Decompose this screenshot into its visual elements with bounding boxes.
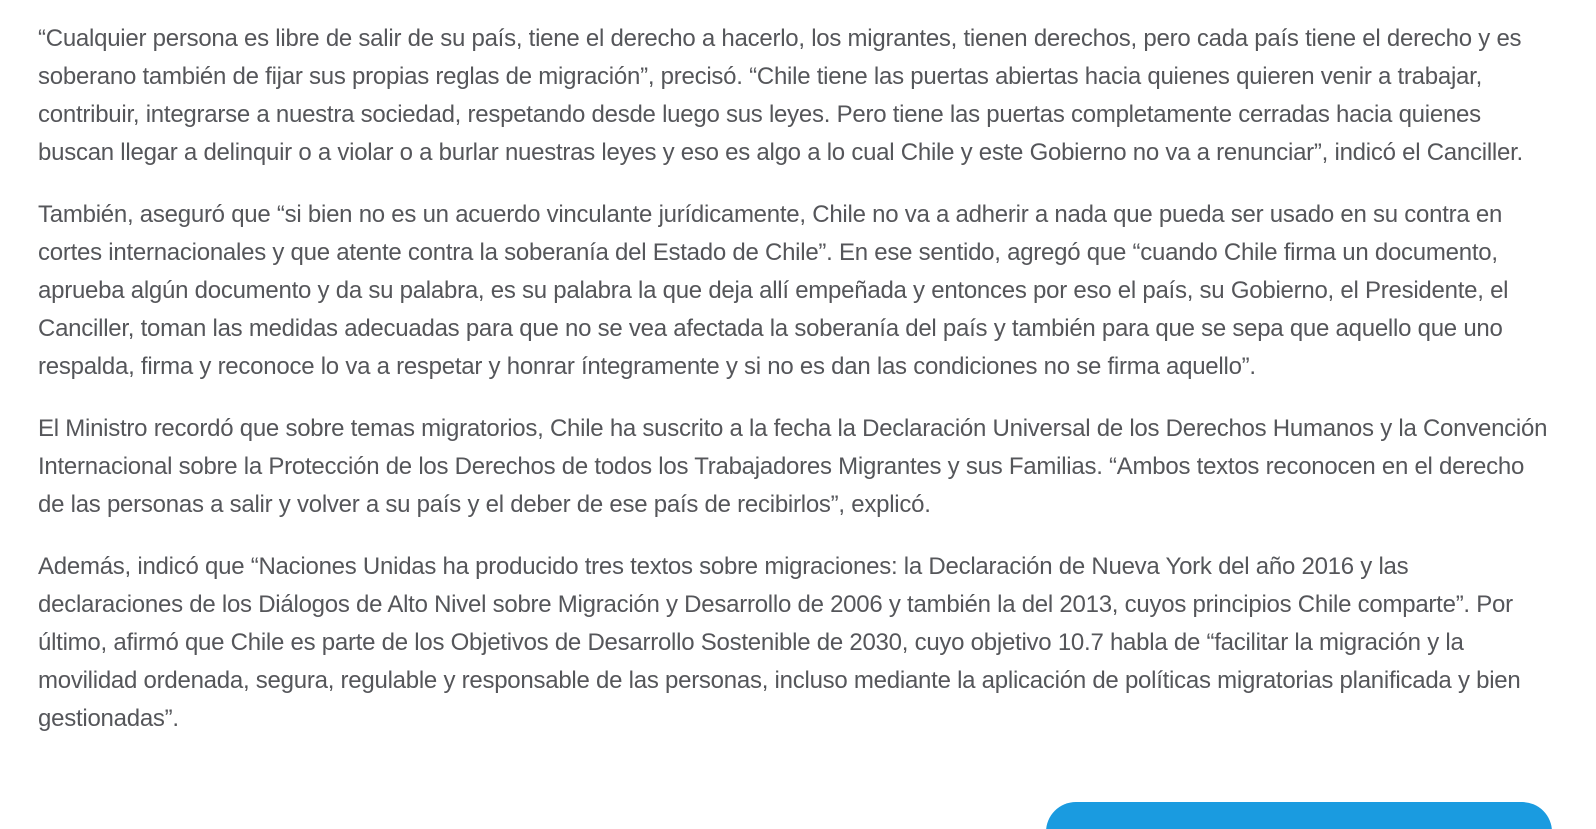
article-paragraph: Además, indicó que “Naciones Unidas ha producido tres textos sobre migraciones: la Declaración de Nueva York del año 2016 y las declaraciones de los Diálogos de Alto Nivel sobre Migración y Desarrollo de 2006 y también la del 2013, cuyos principios Chile comparte”. Por último, afirmó que Chile es parte de los Objetivos de Desarrollo Sostenible de 2030, cuyo objetivo 10.7 habla de “facilitar la migración y la movilidad ordenada, segura, regulable y responsable de las personas, incluso mediante la aplicación de políticas migratorias planificada y bien gestionadas”. [38, 553, 1521, 732]
article-paragraph: El Ministro recordó que sobre temas migratorios, Chile ha suscrito a la fecha la Declaración Universal de los Derechos Humanos y la Convención Internacional sobre la Protección de los Derechos de todos los Trabajadores Migrantes y sus Familias. “Ambos textos reconocen en el derecho de las personas a salir y volver a su país y el deber de ese país de recibirlos”, explicó. [38, 415, 1548, 518]
article-body [38, 20, 1548, 762]
article-paragraph: También, aseguró que “si bien no es un acuerdo vinculante jurídicamente, Chile no va a adherir a nada que pueda ser usado en su contra en cortes internacionales y que atente contra la soberanía del Estado de Chile”. En ese sentido, agregó que “cuando Chile firma un documento, aprueba algún documento y da su palabra, es su palabra la que deja allí empeñada y entonces por eso el país, su Gobierno, el Presidente, el Canciller, toman las medidas adecuadas para que no se vea afectada la soberanía del país y también para que se sepa que aquello que uno respalda, firma y reconoce lo va a respetar y honrar íntegramente y si no es dan las condiciones no se firma aquello”. [38, 201, 1509, 380]
article-paragraph: “Cualquier persona es libre de salir de su país, tiene el derecho a hacerlo, los migrantes, tienen derechos, pero cada país tiene el derecho y es soberano también de fijar sus propias reglas de migración”, precisó. “Chile tiene las puertas abiertas hacia quienes quieren venir a trabajar, contribuir, integrarse a nuestra sociedad, respetando desde luego sus leyes. Pero tiene las puertas completamente cerradas hacia quienes buscan llegar a delinquir o a violar o a burlar nuestras leyes y eso es algo a lo cual Chile y este Gobierno no va a renunciar”, indicó el Canciller. [38, 25, 1523, 166]
floating-action-tab[interactable] [1046, 802, 1552, 829]
